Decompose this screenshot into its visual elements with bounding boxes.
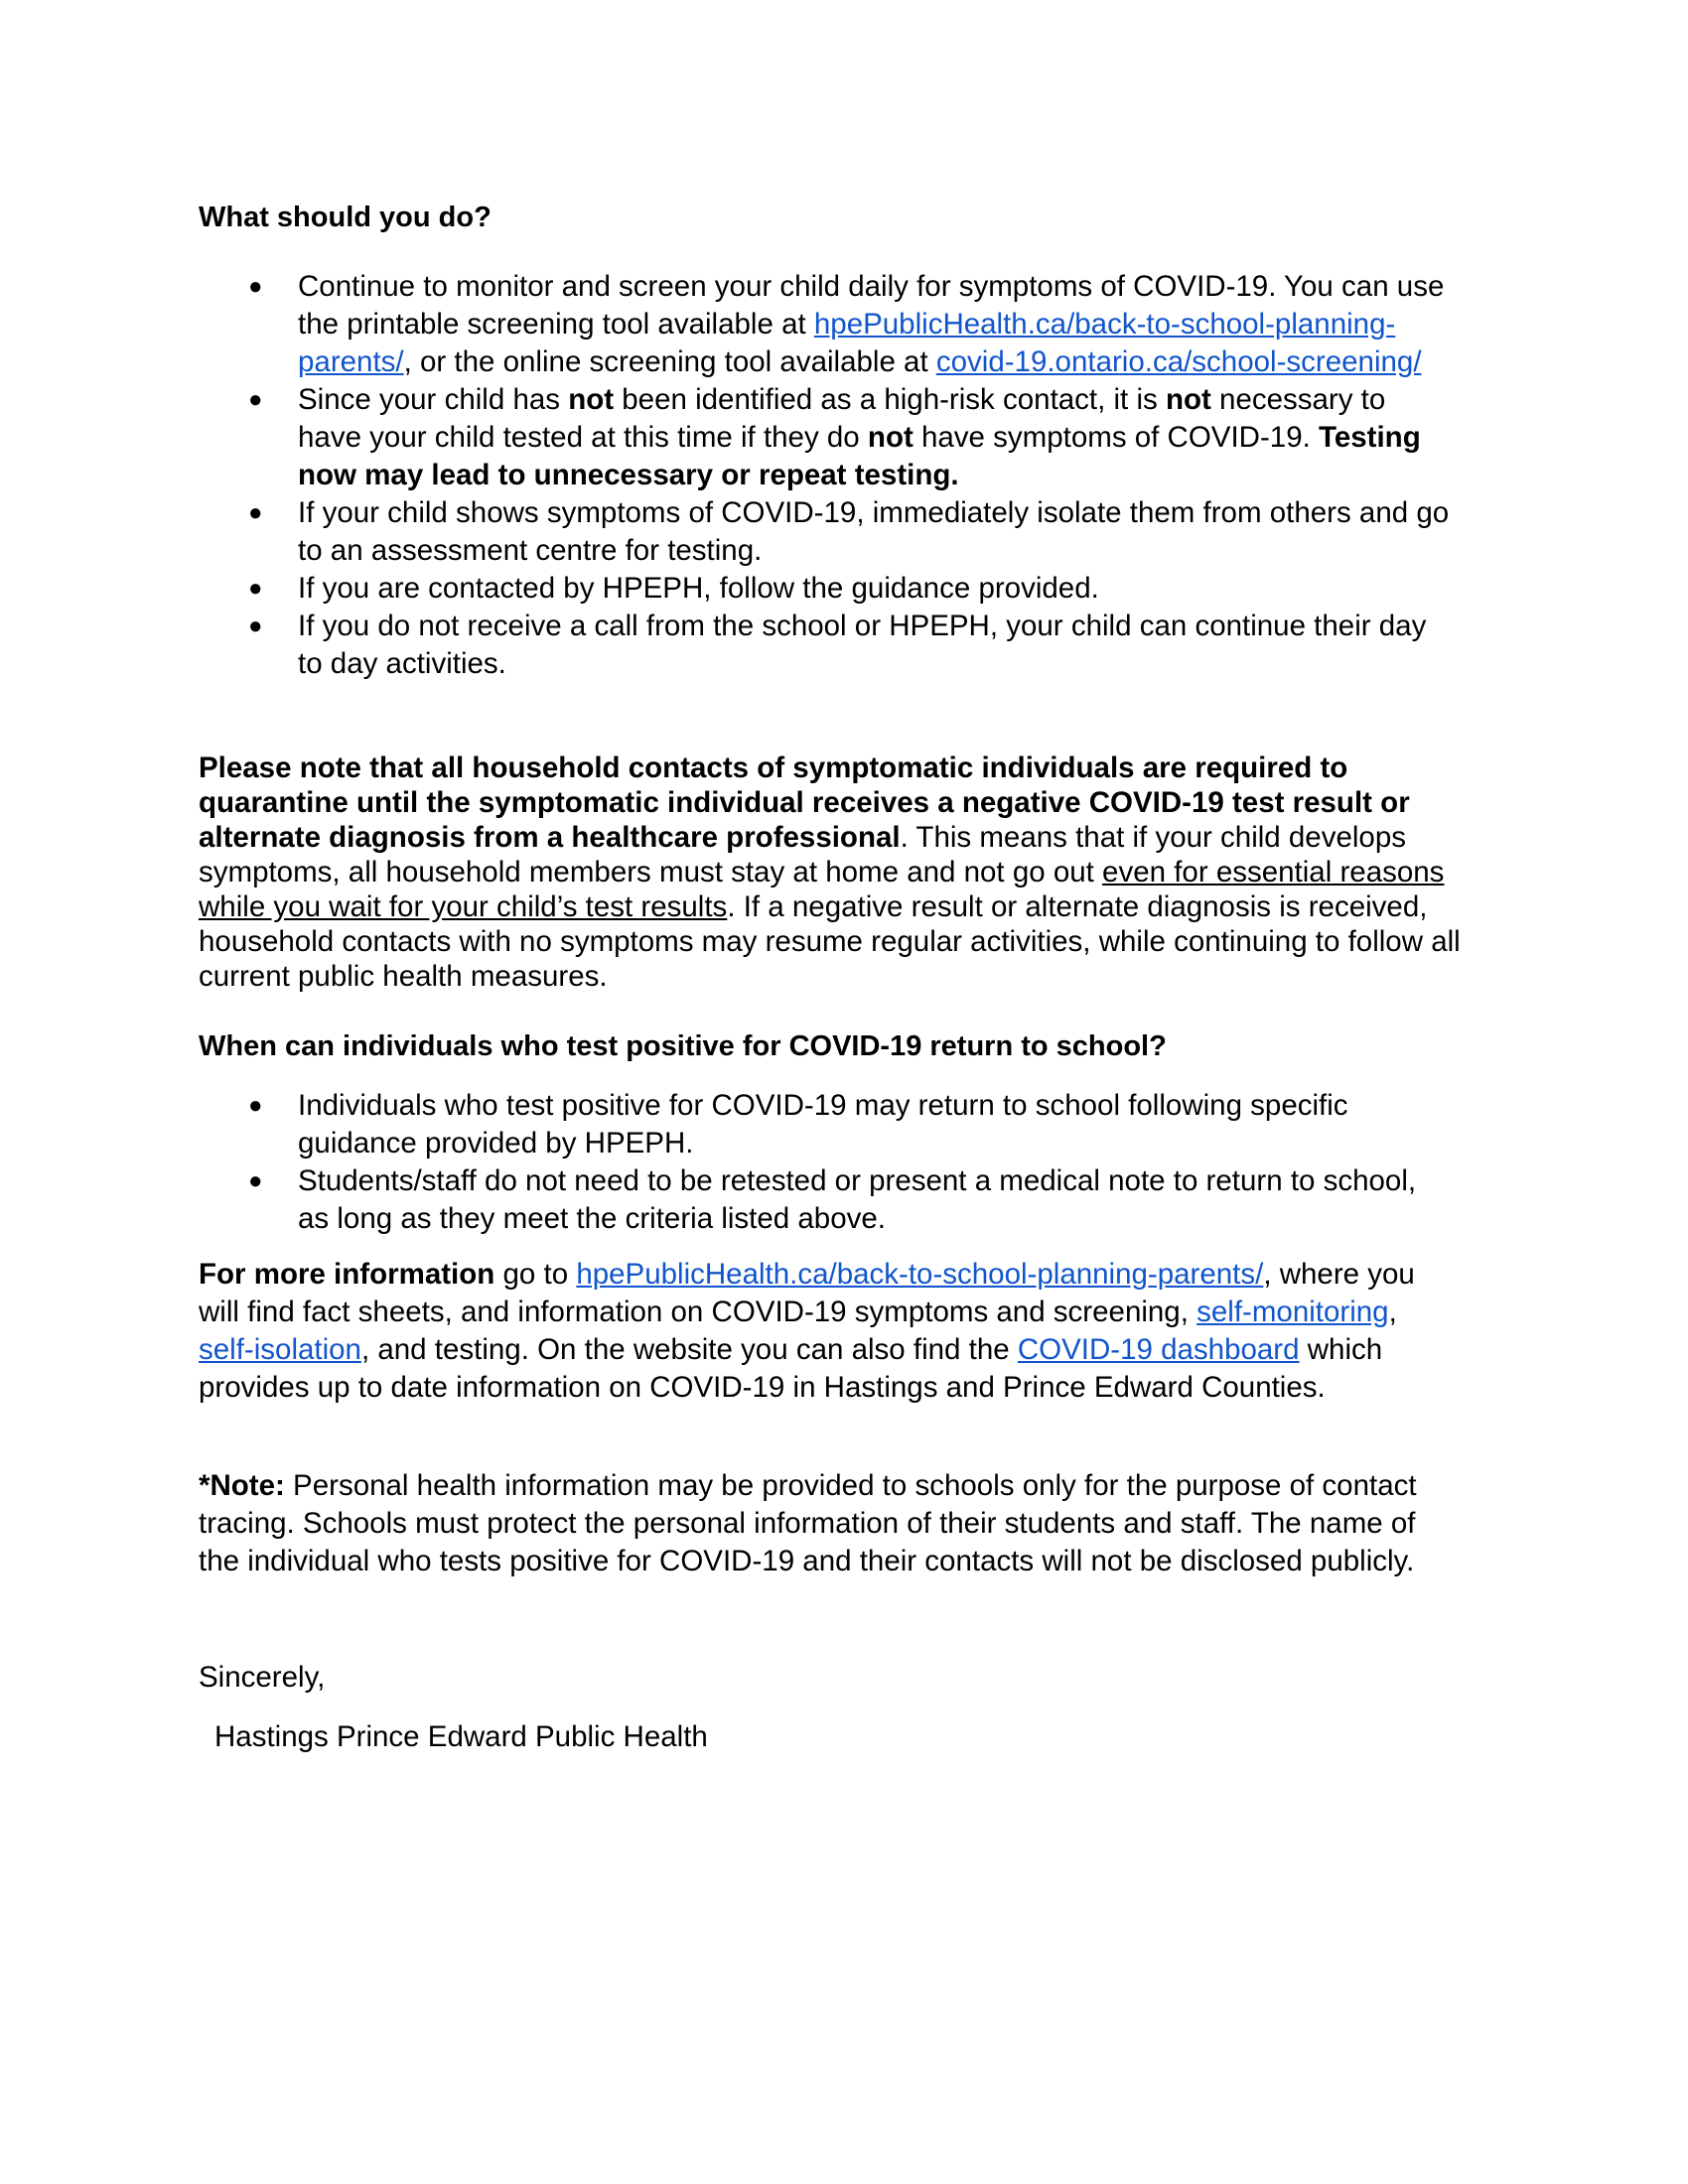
list-item: ● Continue to monitor and screen your child daily for symptoms of COVID-19. You can use the printable screening tool available at hpePublicHealth.ca/back-to-school-planning-parents/, or the online screening tool available at covid-19.ontario.ca/school-screening/ — [248, 270, 1445, 378]
bullet-icon: ● — [248, 613, 263, 639]
list-item: ● If you are contacted by HPEPH, follow the guidance provided. — [199, 570, 1450, 608]
bullet-icon: ● — [248, 499, 263, 526]
section-heading-what-to-do: What should you do? — [199, 202, 492, 233]
action-list — [199, 268, 1450, 683]
signature: Hastings Prince Edward Public Health — [214, 1720, 708, 1753]
list-item: ● Individuals who test positive for COVID-19 may return to school following specific guidance provided by HPEPH. — [248, 1089, 1348, 1160]
covid-dashboard-link[interactable]: COVID-19 dashboard — [1017, 1333, 1300, 1366]
school-screening-link[interactable]: covid-19.ontario.ca/school-screening/ — [935, 345, 1422, 378]
return-criteria-list — [199, 1087, 1450, 1238]
bullet-icon: ● — [248, 386, 263, 413]
bullet-icon: ● — [248, 1092, 263, 1119]
list-item: ● Since your child has not been identified as a high-risk contact, it is not necessary to have your child tested at this time if they do not have symptoms of COVID-19. Testing now may lead to unnecessary or repeat testing. — [248, 383, 1421, 491]
self-monitoring-link[interactable]: self-monitoring — [1196, 1296, 1389, 1328]
closing-salutation: Sincerely, — [199, 1661, 326, 1694]
bullet-icon: ● — [248, 273, 263, 300]
bullet-icon: ● — [248, 1167, 263, 1194]
privacy-note-paragraph: *Note: Personal health information may be provided to schools only for the purpose of contact tracing. Schools must protect the personal information of their students and staff. The name of the individual who tests positive for COVID-19 and their contacts will not be disclosed publicly. — [199, 1469, 1417, 1577]
list-item: ● Students/staff do not need to be retested or present a medical note to return to school, as long as they meet the criteria listed above. — [248, 1164, 1417, 1235]
more-information-paragraph: For more information go to hpePublicHealth.ca/back-to-school-planning-parents/, where you will find fact sheets, and information on COVID-19 symptoms and screening, self-monitoring, self-isolation, and testing. On the website you can also find the COVID-19 dashboard which provides up to date information on COVID-19 in Hastings and Prince Edward Counties. — [199, 1258, 1415, 1404]
school-planning-link[interactable]: hpePublicHealth.ca/back-to-school-planning-parents/ — [576, 1258, 1264, 1291]
list-item: ● If your child shows symptoms of COVID-19, immediately isolate them from others and go to an assessment centre for testing. — [248, 496, 1450, 567]
household-contacts-paragraph: Please note that all household contacts of symptomatic individuals are required to quarantine until the symptomatic individual receives a negative COVID-19 test result or alternate diagnosis from a healthcare professional. This means that if your child develops symptoms, all household members must stay at home and not go out even for essential reasons while you wait for your child’s test results. If a negative result or alternate diagnosis is received, household contacts with no symptoms may resume regular activities, while continuing to follow all current public health measures. — [199, 751, 1461, 993]
list-item: ● If you do not receive a call from the school or HPEPH, your child can continue their day to day activities. — [248, 610, 1427, 680]
school-planning-link[interactable]: hpePublicHealth.ca/back-to-school-planning-parents/ — [298, 308, 1396, 378]
self-isolation-link[interactable]: self-isolation — [199, 1333, 361, 1366]
section-heading-return-to-school: When can individuals who test positive for COVID-19 return to school? — [199, 1030, 1167, 1062]
bullet-icon: ● — [248, 575, 263, 602]
